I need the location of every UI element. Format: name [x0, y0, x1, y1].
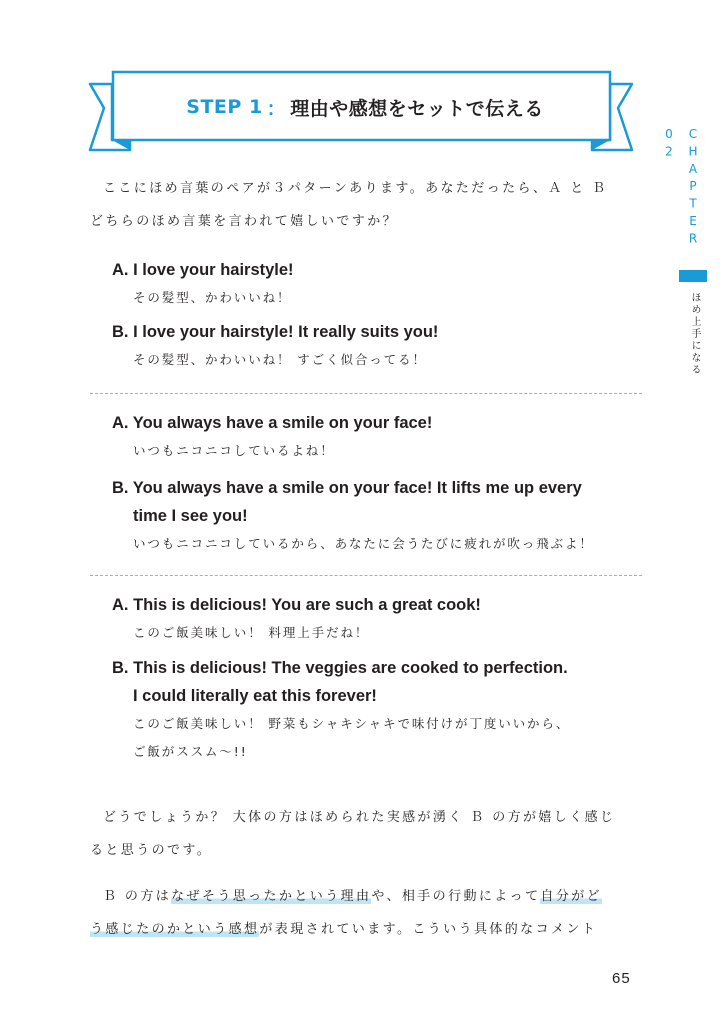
conclusion-line-2: ると思うのです。: [90, 843, 213, 858]
pair3-a-japanese: このご飯美味しい！ 料理上手だね！: [133, 625, 370, 640]
divider-1: [90, 393, 642, 394]
pair1-a-english: A. I love your hairstyle!: [112, 261, 294, 279]
intro-paragraph: [90, 172, 646, 238]
pair2-b-japanese: いつもニコニコしているから、あなたに会うたびに疲れが吹っ飛ぶよ！: [133, 536, 594, 551]
pair2-a-english: A. You always have a smile on your face!: [112, 414, 433, 432]
pair1-b-japanese: その髪型、かわいいね！ すごく似合ってる！: [133, 352, 427, 367]
explanation-text-1: Ｂ の方は: [103, 889, 172, 904]
pair3-b-japanese-line-1: このご飯美味しい！ 野菜もシャキシャキで味付けが丁度いいから、: [133, 716, 571, 731]
pair3-b-japanese-line-2: ご飯がススム～!!: [133, 744, 248, 759]
explanation-text-3: が表現されています。こういう具体的なコメント: [259, 922, 598, 937]
explanation-paragraph: [90, 880, 646, 946]
intro-line-1: ここにほめ言葉のペアが３パターンあります。あなただったら、Ａ と Ｂ: [103, 181, 608, 196]
pair2-b-english-line-1: B. You always have a smile on your face! It lifts me up every: [112, 479, 582, 497]
chapter-marker-bar: [679, 270, 707, 282]
highlight-reason: なぜそう思ったかという理由: [171, 889, 372, 904]
chapter-label: CHAPTER 02: [662, 127, 700, 249]
pair3-b-english-line-1: B. This is delicious! The veggies are cooked to perfection.: [112, 659, 568, 677]
pair3-a-english: A. This is delicious! You are such a great cook!: [112, 596, 481, 614]
page-title: [113, 80, 617, 134]
pair1-a-japanese: その髪型、かわいいね！: [133, 290, 292, 305]
title-text: 理由や感想をセットで伝える: [290, 97, 544, 120]
conclusion-line-1: どうでしょうか？ 大体の方はほめられた実感が湧く Ｂ の方が嬉しく感じ: [103, 810, 616, 825]
explanation-text-2: や、相手の行動によって: [371, 889, 541, 904]
pair1-b-english: B. I love your hairstyle! It really suits you!: [112, 323, 439, 341]
highlight-feeling-end: う感じたのかという感想: [90, 922, 260, 937]
page-number: 65: [612, 970, 631, 987]
conclusion-paragraph: [90, 801, 646, 867]
chapter-subtitle: ほめ上手になる: [689, 292, 700, 376]
pair3-b-english: [112, 654, 632, 710]
intro-line-2: どちらのほめ言葉を言われて嬉しいですか？: [90, 214, 399, 229]
highlight-feeling-start: 自分がど: [540, 889, 603, 904]
pair3-b-english-line-2: I could literally eat this forever!: [133, 687, 377, 705]
step-label: STEP 1: [186, 96, 263, 118]
pair3-b-japanese: [133, 710, 653, 766]
pair2-b-english: [112, 474, 632, 530]
pair2-b-english-line-2: time I see you!: [133, 507, 248, 525]
divider-2: [90, 575, 642, 576]
title-colon: ：: [266, 97, 287, 120]
pair2-a-japanese: いつもニコニコしているよね！: [133, 443, 335, 458]
